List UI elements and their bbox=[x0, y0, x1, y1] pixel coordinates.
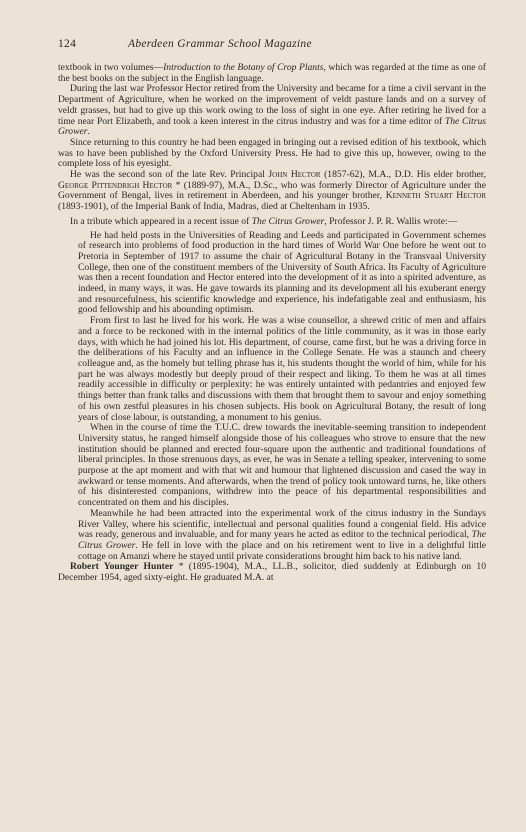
text-span: textbook in two volumes— bbox=[58, 62, 164, 73]
book-title: Introduction to the Botany of Crop Plants bbox=[163, 62, 324, 73]
person-name: John Hector bbox=[268, 169, 321, 181]
text-span: Meanwhile he had been attracted into the experimental work of the citrus industry in the Sundays River Valley, where his scientific, intellectual and personal qualities found a congenial field. His advice was ready, generous and invaluable, and for many years he acted as editor to the technical periodical, bbox=[78, 507, 486, 541]
text-span: In a tribute which appeared in a recent issue of bbox=[70, 215, 252, 227]
text-span: , Professor J. P. R. Wallis wrote:— bbox=[324, 215, 458, 227]
paragraph-last-war bbox=[58, 84, 486, 138]
text-span: (1893-1901), of the Imperial Bank of India, Madras, died at Cheltenham in 1935. bbox=[58, 201, 370, 213]
text-span: (1857-62), M.A., D.D. His elder brother, bbox=[320, 169, 486, 181]
text-span: * (1895-1904), M.A., LL.B., solicitor, died suddenly at Edinburgh on 10 December 1954, aged sixty-eight. He graduated M.A. at bbox=[58, 561, 487, 584]
quote-paragraph: From first to last he lived for his work. He was a wise counsellor, a shrewd critic of men and affairs and a force to be reckoned with in the internal politics of the little community, as it was in those early days, with which he had joined his lot. His department, of course, came first, but he was a driving force in the deliberations of his Faculty and an influence in the College Senate. He was a staunch and cheery colleague and, as the homely but telling phrase has it, his students thought the world of him, while for his part he was always modestly but deeply proud of their respect and liking. To them he was at all times readily accessible in difficulty or perplexity: he was entirely untainted with pedantries and enjoyed few things better than frank talks and discussions with them that brought them to savour and enjoy something of his own zestful pleasures in his chosen subjects. His book on Agricultural Botany, the result of long years of close labour, is outstanding, a monument to his genius. bbox=[78, 315, 486, 423]
person-name: Kenneth Stuart Hector bbox=[385, 190, 486, 202]
quote-paragraph: When in the course of time the T.U.C. drew towards the inevitable-seeming transition to independent University status, he ranged himself alongside those of his colleagues who strove to ensure that the new institution should be planned and erected four-square upon the authentic and traditional foundations of liberal principles. In those strenuous days, as ever, he was in Senate a telling speaker, intervening to some purpose at the apt moment and with that wit and humour that lightened discussion and cased the way in awkward or tense moments. And afterwards, when the trend of policy took untoward turns, he, like others of his disinterested companions, withdrew into the peace of his departmental responsibilities and concentrated on them and his disciples. bbox=[78, 422, 486, 509]
quote-paragraph bbox=[78, 509, 486, 563]
paragraph-family bbox=[58, 170, 486, 213]
journal-name: The Citrus Grower bbox=[251, 215, 325, 227]
block-quote bbox=[78, 231, 486, 563]
page-number: 124 bbox=[58, 38, 77, 50]
text-span: During the last war Professor Hector retired from the University and became for a time a civil servant in the Department of Agriculture, when he worked on the improvement of veldt pasture lands and on a survey of veldt grasses, but had to give up this work owing to the loss of sight in one eye. After retiring he lived for a time near Port Elizabeth, and took a keen interest in the citrus industry and was for a time editor of bbox=[58, 83, 486, 127]
paragraph-obituary-hunter bbox=[58, 562, 486, 583]
running-head bbox=[58, 38, 486, 54]
paragraph-textbook bbox=[58, 63, 486, 84]
paragraph-tribute-intro bbox=[58, 217, 486, 228]
text-span: . bbox=[87, 126, 90, 138]
text-span: , which was regarded at the time as one of the best books on the subject in the English language. bbox=[58, 62, 486, 84]
text-span: He was the second son of the late Rev. Principal bbox=[70, 169, 269, 181]
text-span: * (1889-97), M.A., D.Sc., who was formerly Director of Agriculture under the Government of Bengal, lives in retirement in Aberdeen, and his younger brother, bbox=[58, 179, 486, 202]
person-name: Robert Younger Hunter bbox=[70, 561, 174, 573]
article-body bbox=[58, 63, 486, 584]
journal-title: Aberdeen Grammar School Magazine bbox=[128, 38, 312, 50]
person-name: George Pittendrigh Hector bbox=[58, 179, 173, 191]
journal-name: The Citrus Grower bbox=[78, 529, 486, 551]
journal-name: The Citrus Grower bbox=[58, 115, 486, 138]
quote-paragraph: He had held posts in the Universities of Reading and Leeds and participated in Government schemes of research into problems of food production in the hard times of World War One before he went out to Pretoria in September of 1917 to assume the chair of Agricultural Botany in the Transvaal University College, then one of the constituent members of the University of South Africa. Its Faculty of Agriculture was then a recent foundation and Hector entered into the development of it as into a spirited adventure, as indeed, in many ways, it was. He gave towards its planning and its development all his exuberant energy and resourcefulness, his scientific knowledge and experience, his indefatigable zeal and enthusiasm, his good fellowship and his abounding optimism. bbox=[78, 229, 486, 316]
paragraph-returning: Since returning to this country he had been engaged in bringing out a revised edition of his textbook, which was to have been published by the Oxford University Press. He had to give this up, however, owing to the complete loss of his eyesight. bbox=[58, 136, 486, 170]
text-span: . He fell in love with the place and on his retirement went to live in a delightful little cottage on Amanzi where he stayed until private considerations brought him back to his native land. bbox=[78, 539, 487, 562]
